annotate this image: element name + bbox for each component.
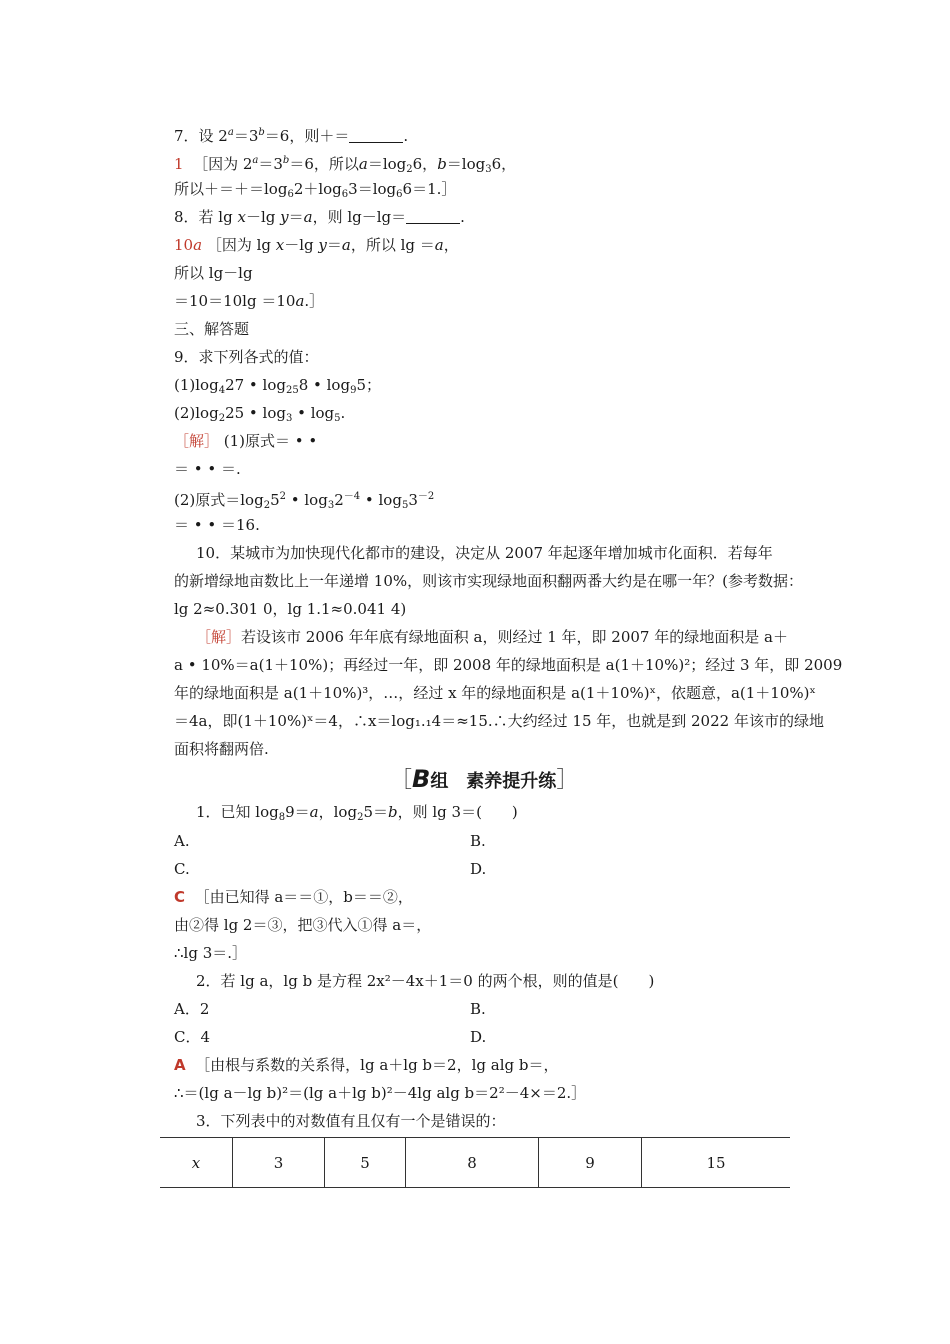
q7-exp2: 所以＋＝＋＝log (174, 180, 288, 198)
q8-exp1-a: a (341, 236, 351, 254)
b1-stem-b: 9＝ (285, 803, 310, 821)
section-heading: 三、解答题 (174, 320, 250, 338)
b1-s1: 8 (278, 812, 286, 823)
b-question-3: 3．下列表中的对数值有且仅有一个是错误的： (196, 1112, 506, 1130)
q7-exp-b: b (258, 127, 265, 138)
b2-explanation-1 (174, 1055, 558, 1075)
solution-tag: ［解］ (196, 628, 242, 646)
answer-blank (406, 209, 460, 224)
b2-options-row-1 (174, 999, 486, 1019)
option-a: A．2 (174, 1000, 210, 1018)
q9-p2-c: • log (292, 404, 335, 422)
q8-exp2: 所以 lg－lg (174, 264, 253, 282)
q7-exp2-s3: 6 (396, 189, 403, 200)
q7-exp2-c: 3＝log (348, 180, 397, 198)
q9-sol3-e2: －4 (343, 491, 361, 502)
b1-s2: 2 (357, 812, 364, 823)
q8-exp3: ＝10＝10lg ＝10 (174, 292, 296, 310)
q9-part-1 (174, 375, 381, 401)
q7-exp2-s1: 6 (287, 189, 294, 200)
q9-p2-s3: 5 (334, 413, 341, 424)
banner-text: 组 素养提升练 (430, 771, 557, 792)
q9-solution-4: ＝ • • ＝16. (174, 516, 260, 534)
option-c: C. (174, 860, 190, 878)
q8-explanation-2 (174, 263, 253, 283)
q7-exp1-d: a (358, 155, 368, 173)
q7-exp1-s1: 2 (406, 164, 413, 175)
q9-p1-c: 8 • log (298, 376, 351, 394)
q7-stem: 7．设 2 (174, 127, 228, 145)
b1-options-row-1 (174, 831, 486, 851)
q7-exp2-d: 6＝1.］ (402, 180, 457, 198)
q9-solution-1 (174, 431, 317, 451)
option-d: D. (470, 1028, 487, 1046)
q8-exp3-end: .］ (304, 292, 325, 310)
option-a: A. (174, 832, 190, 850)
b1-answer: C (174, 888, 186, 906)
q8-y: y (280, 208, 289, 226)
table-cell: 3 (233, 1138, 325, 1188)
table-cell: 15 (642, 1138, 791, 1188)
table-header-x: x (160, 1138, 233, 1188)
banner-letter: B (412, 765, 431, 793)
q8-explanation-1 (174, 235, 459, 255)
q9-sol1: (1)原式＝ • • (219, 432, 318, 450)
q8-x: x (237, 208, 246, 226)
option-d: D. (470, 860, 487, 878)
b2-explanation-2: ∴＝(lg a－lg b)²＝(lg a＋lg b)²－4lg alg b＝2²－4×＝2.］ (174, 1084, 587, 1102)
q8-exp3-a: a (295, 292, 305, 310)
q9-p1-s3: 9 (350, 385, 357, 396)
table-row (160, 1138, 790, 1188)
q10-solution-3: 年的绿地面积是 a(1＋10%)³，…，经过 x 年的绿地面积是 a(1＋10%)ˣ，依题意，a(1＋10%)ˣ (174, 684, 816, 702)
b1-stem: 1．已知 log (196, 803, 279, 821)
q8-exp1-d: ，所以 lg ＝ (350, 236, 435, 254)
q9-sol3-s3: 5 (401, 500, 409, 511)
option-c: C．4 (174, 1028, 211, 1046)
q8-exp1-y: y (318, 236, 327, 254)
q8-stem-b: －lg (245, 208, 281, 226)
b-question-2: 2．若 lg a，lg b 是方程 2x²－4x＋1＝0 的两个根，则的值是( ) (196, 972, 655, 990)
option-b: B. (470, 832, 486, 850)
q7-exp1: ［因为 2 (193, 155, 253, 173)
q9-p1-d: 5； (356, 376, 381, 394)
b1-b: b (387, 803, 398, 821)
question-8 (174, 207, 465, 227)
q9-p2-b: 25 • log (225, 404, 286, 422)
q9-sol3-s2: 3 (327, 500, 335, 511)
q9-sol3-f: • log (360, 491, 402, 509)
q7-exp-a: a (227, 127, 234, 138)
q9-sol3: (2)原式＝log (174, 491, 264, 509)
q7-exp1-i: 6， (491, 155, 517, 173)
b1-explanation-3: ∴lg 3＝.］ (174, 944, 248, 962)
q7-stem-mid: ＝3 (233, 127, 259, 145)
question-10-line-2: 的新增绿地亩数比上一年递增 10%，则该市实现绿地面积翻两番大约是在哪一年？(参考数据： (174, 572, 803, 590)
log-value-table (160, 1137, 790, 1188)
q9-sol3-b: 5 (270, 491, 280, 509)
q9-p2-s1: 2 (218, 413, 226, 424)
q7-exp1-g: b (437, 155, 447, 173)
b1-stem-e: ，则 lg 3＝( ) (397, 803, 518, 821)
q9-part-2 (174, 403, 345, 429)
q7-exp1-b: ＝3 (258, 155, 283, 173)
q7-stem-end: ＝6，则＋＝ (264, 127, 350, 145)
b1-exp1: ［由已知得 a＝＝①，b＝＝②， (194, 888, 413, 906)
q7-explanation-1 (174, 151, 516, 180)
q9-p2: (2)log (174, 404, 219, 422)
q9-solution-2: ＝ • • ＝. (174, 460, 241, 478)
q8-answer-a: a (193, 236, 203, 254)
answer-blank (349, 128, 403, 143)
q10-solution-1 (196, 627, 788, 647)
q9-p1-s1: 4 (218, 385, 226, 396)
question-10-line-1: 10．某城市为加快现代化都市的建设，决定从 2007 年起逐年增加城市化面积．若每年 (196, 544, 773, 562)
q8-exp1-e: ， (443, 236, 459, 254)
q8-tail: . (460, 208, 465, 226)
q9-sol3-e3: －2 (417, 491, 435, 502)
q10-solution-2: a • 10%＝a(1＋10%)；再经过一年，即 2008 年的绿地面积是 a(1＋10%)²；经过 3 年，即 2009 (174, 656, 843, 674)
table-cell: 5 (325, 1138, 406, 1188)
q9-solution-3 (174, 487, 434, 516)
q9-p1-s2: 25 (285, 385, 299, 396)
b1-explanation-2: 由②得 lg 2＝③，把③代入①得 a＝， (174, 916, 432, 934)
q7-exp2-s2: 6 (341, 189, 349, 200)
b1-stem-d: 5＝ (363, 803, 388, 821)
q9-p2-d: . (340, 404, 346, 422)
q7-tail: . (403, 127, 409, 145)
section-b-banner (390, 763, 579, 793)
q8-stem-d: ，则 lg－lg＝ (312, 208, 407, 226)
banner-close-bracket: ］ (556, 768, 579, 793)
table-cell: 8 (406, 1138, 539, 1188)
q8-a: a (303, 208, 313, 226)
q10-solution-5: 面积将翻两倍. (174, 740, 269, 758)
q8-stem: 8．若 lg (174, 208, 238, 226)
q9-sol3-c: • log (285, 491, 328, 509)
b2-exp1: ［由根与系数的关系得，lg a＋lg b＝2，lg alg b＝， (195, 1056, 559, 1074)
q7-explanation-2 (174, 179, 456, 205)
q8-answer-num: 10 (174, 236, 194, 254)
q8-explanation-3 (174, 291, 324, 311)
q9-p1: (1)log (174, 376, 219, 394)
q10-s1: 若设该市 2006 年年底有绿地面积 a，则经过 1 年，即 2007 年的绿地面积是 a＋ (241, 628, 788, 646)
q8-exp1-a2: a (434, 236, 444, 254)
b1-a: a (309, 803, 319, 821)
banner-open-bracket: ［ (390, 768, 413, 793)
q7-exp1-bb: b (282, 155, 290, 166)
q9-p1-b: 27 • log (225, 376, 286, 394)
solution-tag: ［解］ (174, 432, 220, 450)
q7-exp2-b: 2＋log (293, 180, 342, 198)
q7-exp1-c: ＝6，所以 (289, 155, 359, 173)
q9-sol3-s1: 2 (263, 500, 271, 511)
question-9: 9．求下列各式的值： (174, 348, 319, 366)
b-question-1 (196, 802, 518, 828)
table-cell: 9 (539, 1138, 642, 1188)
q10-solution-4: ＝4a，即(1＋10%)ˣ＝4，∴x＝log₁.₁4＝≈15.∴大约经过 15 年，也就是到 2022 年该市的绿地 (174, 712, 824, 730)
b1-stem-c: ，log (318, 803, 358, 821)
q7-exp1-a: a (252, 155, 259, 166)
q7-exp1-h: ＝log (446, 155, 486, 173)
q7-exp1-e: ＝log (367, 155, 407, 173)
b2-options-row-2 (174, 1027, 487, 1047)
q7-exp1-f: 6， (412, 155, 438, 173)
q7-exp1-s2: 3 (485, 164, 492, 175)
q9-sol3-d: 2 (334, 491, 344, 509)
q8-exp1-b: －lg (284, 236, 319, 254)
q8-stem-c: ＝ (288, 208, 304, 226)
b1-explanation-1 (174, 887, 413, 907)
q8-exp1-c: ＝ (326, 236, 342, 254)
option-b: B. (470, 1000, 486, 1018)
q8-exp1-x: x (275, 236, 285, 254)
q7-answer: 1 (174, 155, 184, 173)
b2-answer: A (174, 1056, 186, 1074)
question-10-line-3: lg 2≈0.301 0，lg 1.1≈0.041 4) (174, 600, 407, 618)
b1-options-row-2 (174, 859, 487, 879)
question-7 (174, 123, 408, 146)
q9-sol3-e1: 2 (279, 491, 286, 502)
q8-exp1: ［因为 lg (206, 236, 276, 254)
q9-p2-s2: 3 (285, 413, 293, 424)
q9-sol3-g: 3 (408, 491, 418, 509)
q8-answer (174, 236, 202, 254)
